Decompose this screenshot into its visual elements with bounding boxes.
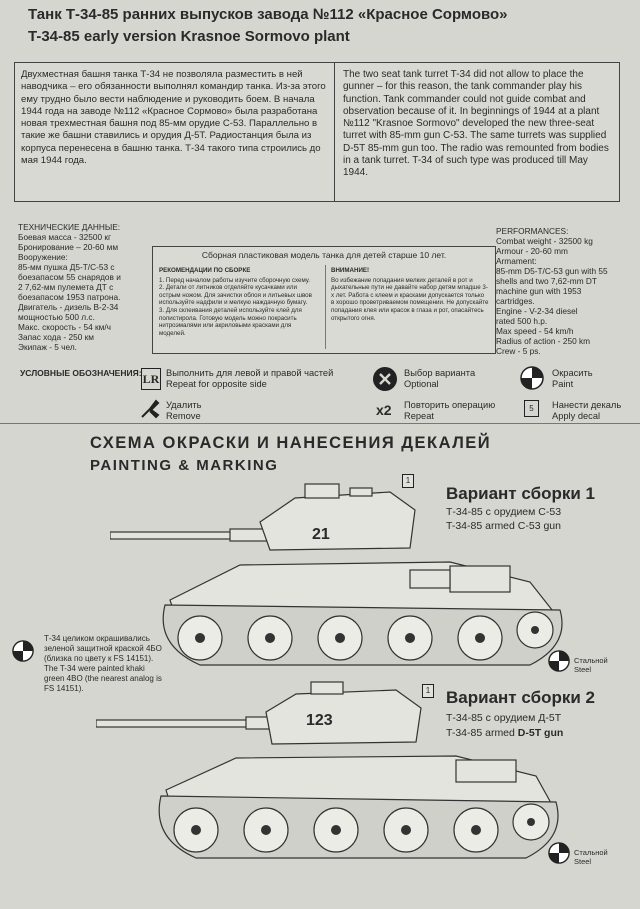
- advice-title: Сборная пластиковая модель танка для детей старше 10 лет.: [201, 250, 447, 260]
- intro-text-russian: Двухместная башня танка Т-34 не позволяла разместить в ней наводчика – его обязанности выполнял командир танка. Из-за этого ему трудно было вести наблюдение и руководить боем. В начала 1944 года на заводе №112 «Красное Сормово» была разработана новая трехместная башня под 85-мм орудие С-53. Параллельно в такие же башни ставились и орудия Д-5Т. Радиостанция была из корпуса перенесена в башню танка. Т-34 такого типа строились до мая 1944 года.: [21, 69, 326, 167]
- spec-line: Двигатель - дизель В-2-34: [18, 302, 119, 312]
- assembly-advice-box: [152, 246, 496, 354]
- steel-paint-icon: [548, 842, 570, 864]
- legend-remove: [166, 400, 202, 422]
- advice-left-column: [159, 267, 319, 337]
- spec-line: 85-mm D5-T/C-53 gun with 55: [496, 266, 608, 276]
- tank-variant-1-drawing: [110, 470, 570, 680]
- intro-text-english: The two seat tank turret T-34 did not allow to place the gunner – for this reason, the tank commander play his function. Tank commander could not guide combat and observation because of it. In beginnings of 1944 at a plant №112 "Krasnoe Sormovo" developed the new three-seat turret with 85-mm gun C-53. The same turrets was supplied D-5T 85-mm gun too. The radio was remounted from bodies in a tank turret. T-34 of such type was produced till May 1944.: [343, 69, 609, 179]
- spec-line: cartridges.: [496, 296, 535, 306]
- legend-decal-ru: Нанести декаль: [552, 400, 622, 410]
- repeat-icon: x2: [376, 402, 392, 418]
- spec-line: Бронирование – 20-60 мм: [18, 242, 119, 252]
- spec-line: Armament:: [496, 256, 537, 266]
- spec-line: Экипаж - 5 чел.: [18, 342, 77, 352]
- paint-note-en: The T-34 were painted khaki green 4BO (the nearest analog is FS 14151).: [44, 664, 162, 693]
- spec-line: Макс. скорость - 54 км/ч: [18, 322, 111, 332]
- advice-item: 1. Перед началом работы изучите сборочную схему.: [159, 276, 310, 284]
- spec-line: боезапасом 1953 патрона.: [18, 292, 121, 302]
- spec-line: боезапасом 55 снарядов и: [18, 272, 121, 282]
- left-right-icon: LR: [141, 368, 161, 390]
- legend-variant: [404, 368, 475, 390]
- legend-heading: УСЛОВНЫЕ ОБОЗНАЧЕНИЯ:: [20, 368, 142, 378]
- advice-item: 3. Для склеивания деталей используйте клей для полистирола. Готовую модель можно покрасить нитроэмалями или акриловыми красками для моделей.: [159, 306, 302, 337]
- tank-number-variant-1: 21: [312, 526, 330, 543]
- spec-line: Radius of action - 250 km: [496, 336, 591, 346]
- spec-line: 2 7,62-мм пулемета ДТ с: [18, 282, 114, 292]
- apply-decal-icon: 5: [524, 400, 539, 417]
- steel-ru: Стальной: [574, 656, 608, 665]
- spec-line: Engine - V-2-34 diesel: [496, 306, 578, 316]
- title-english: T-34-85 early version Krasnoe Sormovo plant: [28, 28, 350, 45]
- paint-note-ru: Т-34 целиком окрашивались зеленой защитной краской 4БО (близка по цвету к FS 14151).: [44, 634, 162, 663]
- legend-paint-en: Paint: [552, 379, 574, 389]
- specs-russian: [18, 222, 158, 352]
- variant-1-title: Вариант сборки 1: [446, 484, 595, 503]
- legend-repeat-en: Repeat: [404, 411, 434, 421]
- spec-line: Запас хода - 250 км: [18, 332, 94, 342]
- intro-box: [14, 62, 620, 202]
- legend-lr-ru: Выполнить для левой и правой частей: [166, 368, 334, 378]
- steel-paint-icon: [548, 650, 570, 672]
- advice-right-heading: ВНИМАНИЕ!: [331, 267, 370, 274]
- painting-heading-english: PAINTING & MARKING: [90, 457, 279, 474]
- variant-1-sub-en: T-34-85 armed C-53 gun: [446, 520, 561, 532]
- paint-icon: [12, 640, 34, 662]
- tank-number-variant-2: 123: [306, 712, 333, 729]
- spec-line: Armour - 20-60 mm: [496, 246, 568, 256]
- spec-line: Боевая масса - 32500 кг: [18, 232, 112, 242]
- spec-line: Вооружение:: [18, 252, 68, 262]
- spec-line: мощностью 500 л.с.: [18, 312, 95, 322]
- legend-decal-en: Apply decal: [552, 411, 601, 421]
- variant-2-title: Вариант сборки 2: [446, 688, 595, 707]
- steel-ru: Стальной: [574, 848, 608, 857]
- variant-1-sub-ru: Т-34-85 с орудием С-53: [446, 506, 562, 518]
- spec-line: shells and two 7,62-mm DT: [496, 276, 597, 286]
- specs-english: [496, 226, 626, 356]
- legend-repeat: [404, 400, 495, 422]
- steel-en: Steel: [574, 857, 592, 866]
- legend-lr-en: Repeat for opposite side: [166, 379, 267, 389]
- steel-label-1: [574, 656, 608, 674]
- spec-line: Combat weight - 32500 kg: [496, 236, 593, 246]
- legend-remove-ru: Удалить: [166, 400, 202, 410]
- spec-line: 85-мм пушка Д5-Т/С-53 с: [18, 262, 115, 272]
- legend-remove-en: Remove: [166, 411, 201, 421]
- warning-text: Во избежание попадания мелких деталей в рот и дыхательные пути не давайте набор детям младше 3-х лет. Работа с клеем и красками допускается только в хорошо проветриваемом помещении. Не допускайте попадания клея или красок в глаза и рот, опасайтесь открытого огня.: [331, 276, 489, 322]
- optional-variant-icon: [372, 366, 398, 392]
- decal-callout-variant-1: 1: [402, 474, 414, 488]
- steel-label-2: [574, 848, 608, 866]
- spec-line: machine gun with 1953: [496, 286, 582, 296]
- steel-en: Steel: [574, 665, 592, 674]
- intro-divider: [334, 63, 335, 201]
- tank-variant-2-drawing: [96, 680, 566, 880]
- advice-right-column: [331, 267, 489, 322]
- variant-2-sub-en-prefix: T-34-85 armed: [446, 727, 518, 739]
- legend-decal: [552, 400, 621, 422]
- paint-icon: [520, 366, 544, 390]
- specs-english-heading: PERFORMANCES:: [496, 226, 569, 236]
- spec-line: Crew - 5 ps.: [496, 346, 541, 356]
- legend-variant-ru: Выбор варианта: [404, 368, 476, 378]
- section-divider: [0, 423, 640, 424]
- spec-line: rated 500 h.p.: [496, 316, 548, 326]
- specs-russian-heading: ТЕХНИЧЕСКИЕ ДАННЫЕ:: [18, 222, 121, 232]
- legend-paint-ru: Окрасить: [552, 368, 593, 378]
- advice-item: 2. Детали от литников отделяйте кусачками или острым ножом. Для зачистки облоя и литьевых швов используйте надфили и мелкую наждачную бумагу.: [159, 284, 312, 307]
- variant-2-sub-ru: Т-34-85 с орудием Д-5Т: [446, 712, 562, 724]
- legend-variant-en: Optional: [404, 379, 439, 389]
- advice-divider: [325, 265, 326, 349]
- variant-2-sub-en-bold: D-5T gun: [517, 727, 564, 739]
- remove-icon: [138, 397, 162, 421]
- legend-repeat-ru: Повторить операцию: [404, 400, 496, 410]
- advice-left-heading: РЕКОМЕНДАЦИИ ПО СБОРКЕ: [159, 267, 251, 274]
- painting-heading-russian: СХЕМА ОКРАСКИ И НАНЕСЕНИЯ ДЕКАЛЕЙ: [90, 434, 492, 452]
- spec-line: Max speed - 54 km/h: [496, 326, 574, 336]
- title-russian: Танк Т-34-85 ранних выпусков завода №112 «Красное Сормово»: [28, 6, 508, 23]
- decal-callout-variant-2: 1: [422, 684, 434, 698]
- legend-paint: [552, 368, 593, 390]
- legend-left-right: [166, 368, 333, 390]
